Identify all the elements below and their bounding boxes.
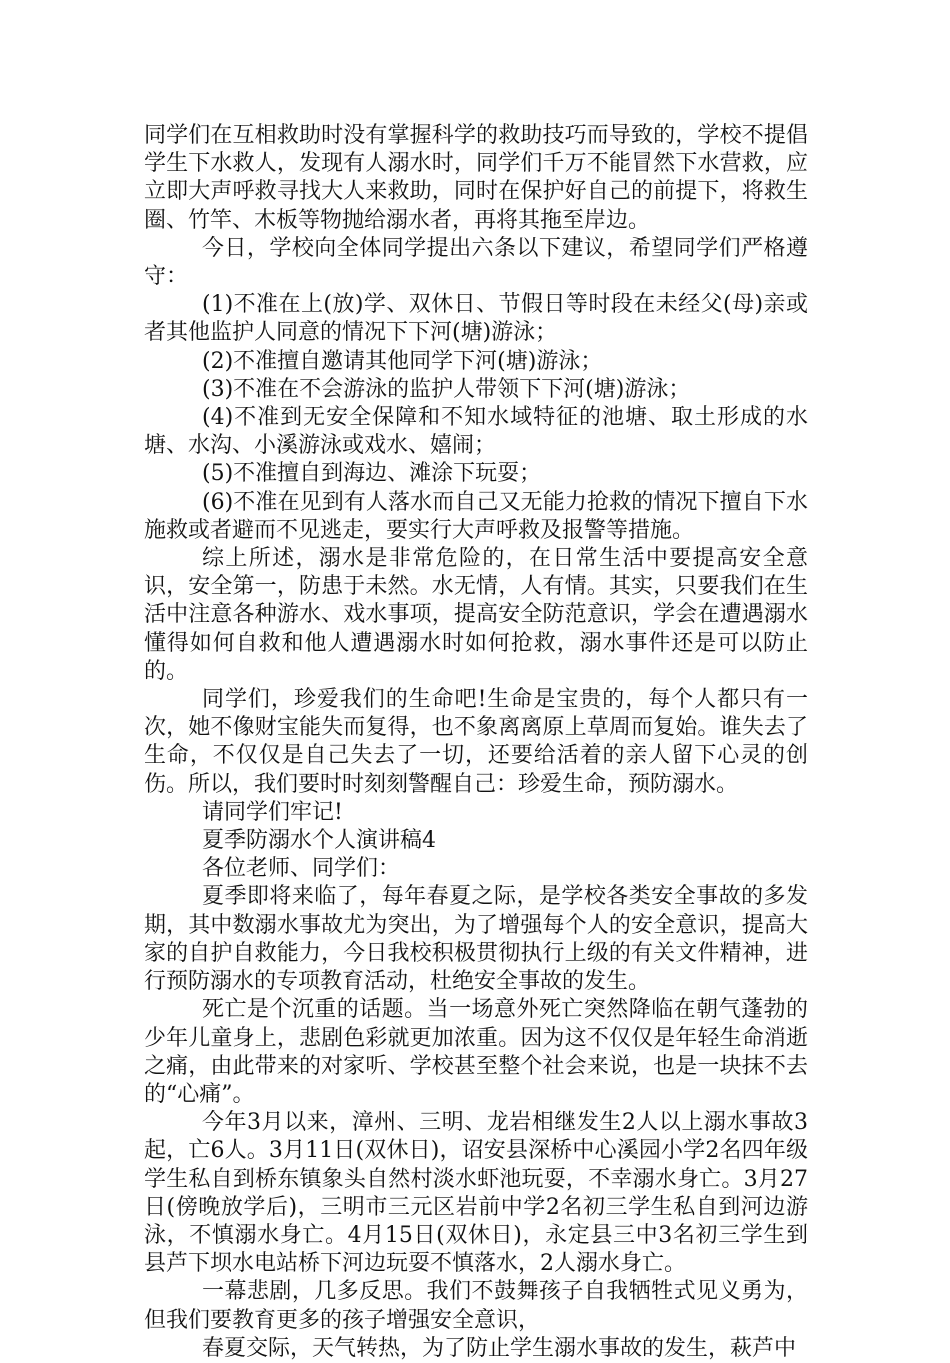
list-item: (3)不准在不会游泳的监护人带领下下河(塘)游泳； xyxy=(202,376,691,402)
salutation: 各位老师、同学们： xyxy=(202,856,401,882)
paragraph: 同学们，珍爱我们的生命吧!生命是宝贵的，每个人都只有一次，她不像财宝能失而复得，也不象离离原上草周而复始。谁失去了生命，不仅仅是自己失去了一切，还要给活着的亲人留下心灵的创伤。所以，我们要时时刻刻警醒自己：珍爱生命，预防溺水。 xyxy=(144,687,808,797)
paragraph: 春夏交际，天气转热，为了防止学生溺水事故的发生，萩芦中 xyxy=(202,1335,797,1361)
paragraph: 今日，学校向全体同学提出六条以下建议，希望同学们严格遵守： xyxy=(144,235,808,290)
list-item: (5)不准擅自到海边、滩涂下玩耍； xyxy=(202,461,542,487)
paragraph: 今年3月以来，漳州、三明、龙岩相继发生2人以上溺水事故3起，亡6人。3月11日(双休日)，诏安县深桥中心溪园小学2名四年级学生私自到桥东镇象头自然村淡水虾池玩耍，不幸溺水身亡。3月27日(傍晚放学后)，三明市三元区岩前中学2名初三学生私自到河边游泳，不慎溺水身亡。4月15日(双休日)，永定县三中3名初三学生到县芦下坝水电站桥下河边玩耍不慎落水，2人溺水身亡。 xyxy=(144,1110,808,1277)
paragraph: 同学们在互相救助时没有掌握科学的救助技巧而导致的，学校不提倡学生下水救人，发现有人溺水时，同学们千万不能冒然下水营救，应立即大声呼救寻找大人来救助，同时在保护好自己的前提下，将救生圈、竹竿、木板等物抛给溺水者，再将其拖至岸边。 xyxy=(144,123,808,233)
list-item: (6)不准在见到有人落水而自己又无能力抢救的情况下擅自下水施救或者避而不见逃走，要实行大声呼救及报警等措施。 xyxy=(144,489,808,543)
list-item: (1)不准在上(放)学、双休日、节假日等时段在未经父(母)亲或者其他监护人同意的情况下下河(塘)游泳； xyxy=(144,292,808,346)
paragraph: 综上所述，溺水是非常危险的，在日常生活中要提高安全意识，安全第一，防患于未然。水无情，人有情。其实，只要我们在生活中注意各种游水、戏水事项，提高安全防范意识，学会在遭遇溺水懂得如何自救和他人遭遇溺水时如何抢救，溺水事件还是可以防止的。 xyxy=(144,546,808,684)
paragraph: 死亡是个沉重的话题。当一场意外死亡突然降临在朝气蓬勃的少年儿童身上，悲剧色彩就更加浓重。因为这不仅仅是年轻生命消逝之痛，由此带来的对家听、学校甚至整个社会来说，也是一块抹不去的“心痛”。 xyxy=(144,997,808,1107)
section-title: 夏季防溺水个人演讲稿4 xyxy=(202,828,436,854)
paragraph: 请同学们牢记! xyxy=(202,799,343,825)
list-item: (4)不准到无安全保障和不知水域特征的池塘、取土形成的水塘、水沟、小溪游泳或戏水、嬉闹； xyxy=(144,405,808,459)
document-body xyxy=(144,122,808,1363)
list-item: (2)不准擅自邀请其他同学下河(塘)游泳； xyxy=(202,348,603,374)
paragraph: 一幕悲剧，几多反思。我们不鼓舞孩子自我牺牲式见义勇为，但我们要教育更多的孩子增强安全意识， xyxy=(144,1279,808,1333)
paragraph: 夏季即将来临了，每年春夏之际，是学校各类安全事故的多发期，其中数溺水事故尤为突出，为了增强每个人的安全意识，提高大家的自护自救能力，今日我校积极贯彻执行上级的有关文件精神，进行预防溺水的专项教育活动，杜绝安全事故的发生。 xyxy=(144,884,808,995)
